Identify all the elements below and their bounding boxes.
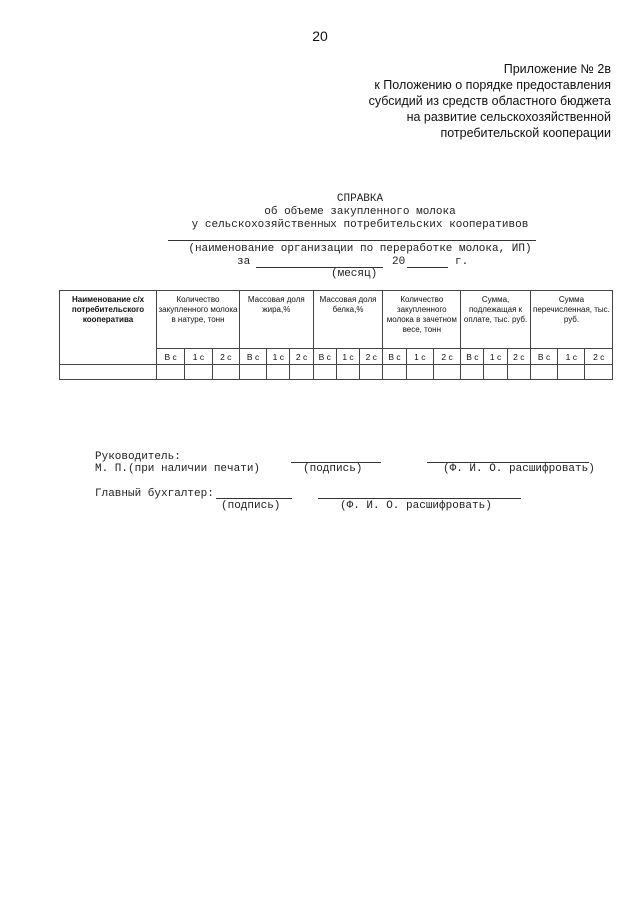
- subcol-2s: 2 с: [290, 349, 313, 365]
- year-suffix: г.: [455, 256, 469, 268]
- col-header-coop: Наименование с/х потребительского кооператива: [60, 291, 157, 365]
- table-cell: [185, 365, 212, 380]
- col-header-protein: Массовая доля белка,%: [313, 291, 383, 349]
- document-title: СПРАВКА: [336, 193, 384, 205]
- director-signature-caption: (подпись): [303, 463, 363, 475]
- table-cell: [60, 365, 157, 380]
- subcol-1s: 1 с: [406, 349, 433, 365]
- table-cell: [406, 365, 433, 380]
- table-cell: [360, 365, 383, 380]
- table-row: [60, 365, 613, 380]
- month-caption: (месяц): [331, 268, 378, 280]
- table-cell: [530, 365, 557, 380]
- table-cell: [461, 365, 484, 380]
- table-cell: [585, 365, 613, 380]
- subcol-vs: В с: [461, 349, 484, 365]
- appendix-note: [369, 61, 611, 141]
- appendix-line: на развитие сельскохозяйственной: [406, 110, 611, 124]
- accountant-signature-caption: (подпись): [221, 500, 281, 512]
- subcol-1s: 1 с: [558, 349, 585, 365]
- subcol-vs: В с: [157, 349, 185, 365]
- subcol-vs: В с: [313, 349, 336, 365]
- subcol-1s: 1 с: [336, 349, 359, 365]
- year-line: [407, 267, 448, 268]
- table-cell: [433, 365, 460, 380]
- subcol-1s: 1 с: [267, 349, 290, 365]
- table-cell: [484, 365, 507, 380]
- appendix-line: Приложение № 2в: [503, 62, 611, 76]
- title-line-2: у сельскохозяйственных потребительских кооперативов: [191, 219, 529, 231]
- table-cell: [383, 365, 406, 380]
- subcol-2s: 2 с: [212, 349, 239, 365]
- table-header-row: [60, 291, 613, 349]
- col-header-fat: Массовая доля жира,%: [239, 291, 313, 349]
- accountant-signature-line: [216, 498, 292, 499]
- subcol-vs: В с: [530, 349, 557, 365]
- table-cell: [239, 365, 266, 380]
- table-cell: [336, 365, 359, 380]
- col-header-sum-transferred: Сумма перечисленная, тыс. руб.: [530, 291, 612, 349]
- subcol-vs: В с: [239, 349, 266, 365]
- year-prefix: 20: [392, 256, 406, 268]
- table-cell: [290, 365, 313, 380]
- table-cell: [507, 365, 530, 380]
- subcol-2s: 2 с: [360, 349, 383, 365]
- period-prefix: за: [237, 256, 251, 268]
- org-name-line: [168, 240, 536, 241]
- org-name-caption: (наименование организации по переработке молока, ИП): [188, 243, 532, 255]
- table-cell: [313, 365, 336, 380]
- accountant-fio-line: [318, 498, 521, 499]
- subcol-2s: 2 с: [433, 349, 460, 365]
- col-header-sum-payable: Сумма, подлежащая к оплате, тыс. руб.: [461, 291, 531, 349]
- subcol-2s: 2 с: [585, 349, 613, 365]
- director-fio-caption: (Ф. И. О. расшифровать): [443, 463, 595, 475]
- subcol-1s: 1 с: [484, 349, 507, 365]
- table-cell: [558, 365, 585, 380]
- table-cell: [212, 365, 239, 380]
- page-number: 20: [312, 28, 328, 44]
- title-line-1: об объеме закупленного молока: [264, 206, 456, 218]
- table-cell: [267, 365, 290, 380]
- subcol-1s: 1 с: [185, 349, 212, 365]
- stamp-label: М. П.(при наличии печати): [95, 463, 261, 475]
- appendix-line: субсидий из средств областного бюджета: [368, 94, 611, 108]
- appendix-line: к Положению о порядке предоставления: [374, 78, 611, 92]
- accountant-fio-caption: (Ф. И. О. расшифровать): [340, 500, 492, 512]
- appendix-line: потребительской кооперации: [440, 126, 611, 140]
- report-table: [59, 290, 613, 380]
- director-label: Руководитель:: [95, 451, 181, 463]
- accountant-label: Главный бухгалтер:: [95, 488, 214, 500]
- col-header-qty-natural: Количество закупленного молока в натуре, тонн: [157, 291, 240, 349]
- subcol-vs: В с: [383, 349, 406, 365]
- subcol-2s: 2 с: [507, 349, 530, 365]
- table-cell: [157, 365, 185, 380]
- col-header-qty-credit: Количество закупленного молока в зачетном весе, тонн: [383, 291, 461, 349]
